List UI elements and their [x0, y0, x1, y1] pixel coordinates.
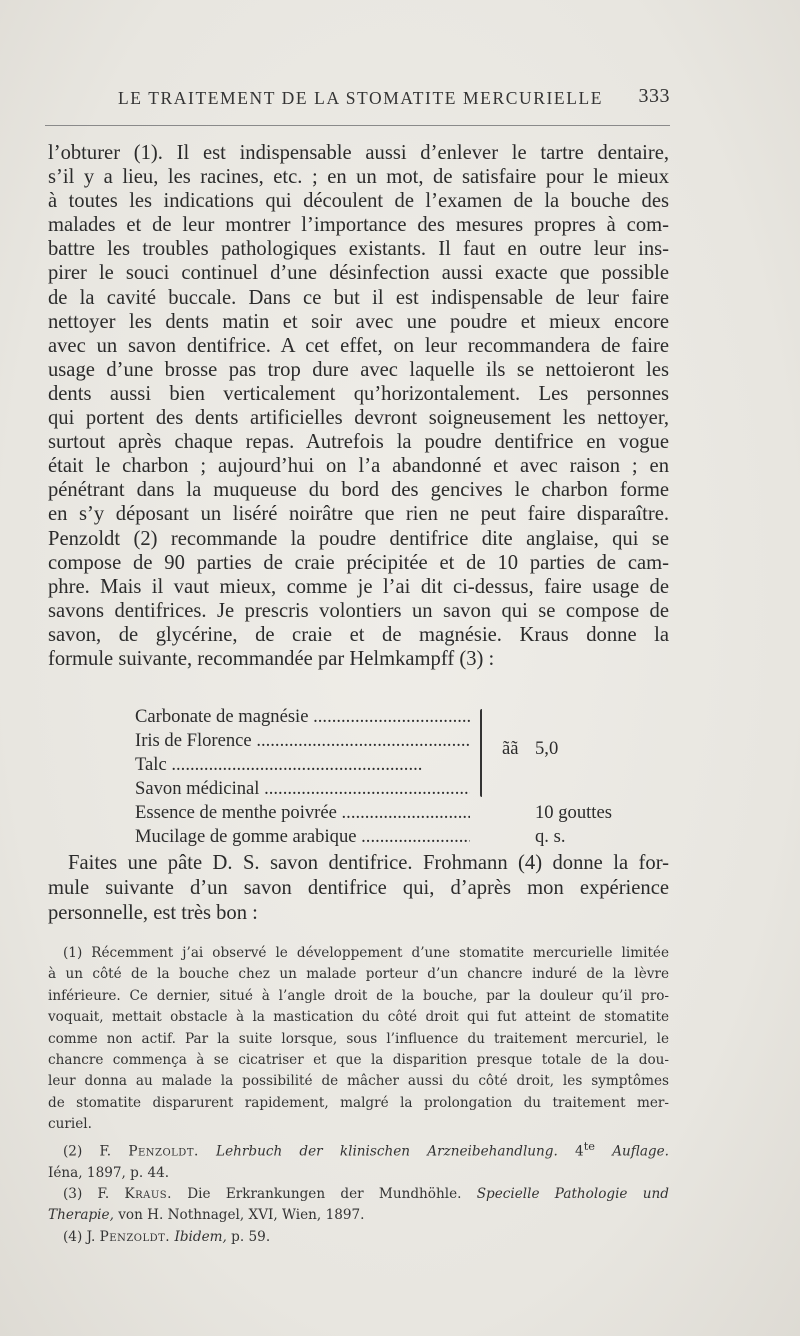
second-paragraph [48, 851, 669, 926]
edition-number: 4 [575, 1143, 584, 1160]
footnote-line: voquait, mettait obstacle à la mastication du côté droit qui fut atteint de stomatite [48, 1009, 669, 1026]
page-number: 333 [638, 85, 670, 107]
footnote-line: curiel. [48, 1116, 92, 1133]
text-line: Faites une pâte D. S. savon dentifrice. Frohmann (4) donne la for- [68, 852, 669, 874]
running-title: LE TRAITEMENT DE LA STOMATITE MERCURIELLE [118, 88, 604, 108]
text-line: usage d’une brosse pas trop dure avec laquelle ils se nettoieront les [48, 358, 669, 381]
formula-item [135, 729, 635, 753]
text-line: en s’y déposant un liséré noirâtre que rien ne peut faire disparaître. [48, 503, 669, 526]
footnote-line [48, 1205, 669, 1226]
footnote-text: p. 59. [231, 1228, 271, 1245]
ingredient-name: Carbonate de magnésie ..... [135, 705, 470, 729]
footnote-2 [48, 1136, 669, 1163]
text-line: pénétrant dans la muqueuse du bord des gencives le charbon forme [48, 479, 669, 502]
footnote-text: Die Erkrankungen der Mundhöhle. [187, 1186, 462, 1202]
footnote-author: Penzoldt. [99, 1228, 171, 1245]
footnote-line: comme non actif. Par la suite lorsque, sous l’influence du traitement mercuriel, le [48, 1030, 669, 1047]
formula-item [135, 825, 635, 849]
text-line: de la cavité buccale. Dans ce but il est indispensable de leur faire [48, 286, 669, 309]
text-line: mule suivante d’un savon dentifrice qui, d’après mon expérience [48, 877, 669, 899]
text-line: à toutes les indications qui découlent de l’examen de la bouche des [48, 190, 669, 213]
text-line: malades et de leur montrer l’importance des mesures propres à com- [48, 214, 669, 237]
footnote-number: (3) F. [63, 1186, 110, 1202]
footnote-text: von H. Nothnagel, XVI, Wien, 1897. [118, 1207, 365, 1224]
text-line: était le charbon ; aujourd’hui on l’a abandonné et avec raison ; en [48, 455, 669, 478]
footnote-line: Iéna, 1897, p. 44. [48, 1164, 170, 1181]
main-paragraph [48, 141, 669, 671]
formula-item [135, 753, 635, 777]
grouping-brace [480, 709, 488, 797]
formula-item [135, 777, 635, 801]
text-line: Penzoldt (2) recommande la poudre dentifrice dite anglaise, qui se [48, 527, 669, 550]
footnote-title: Specielle Pathologie und [476, 1186, 669, 1202]
recipe-formula [135, 705, 635, 850]
text-line: s’il y a lieu, les racines, etc. ; en un mot, de satisfaire pour le mieux [48, 166, 669, 189]
text-line: surtout après chaque repas. Autrefois la poudre dentifrice en vogue [48, 431, 669, 454]
ingredient-name: Essence de menthe poivrée ..... [135, 801, 470, 825]
ingredient-quantity: q. s. [535, 826, 566, 848]
ingredient-quantity: 10 gouttes [535, 802, 612, 824]
footnote-4 [48, 1227, 669, 1248]
footnote-line: chancre commença à se cicatriser et que la disparition presque totale de la dou- [48, 1052, 669, 1069]
group-quantity: 5,0 [535, 738, 559, 759]
group-label: ãã [502, 738, 519, 759]
footnote-line: de stomatite disparurent rapidement, malgré la prolongation du traitement mer- [48, 1094, 669, 1111]
text-line: savons dentifrices. Je prescris volontiers un savon qui se compose de [48, 599, 669, 622]
footnote-line: leur donna au malade la possibilité de mâcher aussi du côté droit, les symptômes [48, 1073, 669, 1090]
footnote-line: (1) Récemment j’ai observé le développement d’une stomatite mercurielle limitée [63, 945, 669, 961]
ingredient-name: Mucilage de gomme arabique ..... [135, 825, 470, 849]
ingredient-name: Talc ..... [135, 753, 470, 777]
footnote-title: Ibidem, [174, 1228, 227, 1245]
text-line: savon, de glycérine, de craie et de magnésie. Kraus donne la [48, 623, 669, 646]
text-line: l’obturer (1). Il est indispensable aussi d’enlever le tartre dentaire, [48, 142, 669, 164]
footnote-line: à un côté de la bouche chez un malade porteur d’un chancre induré de la lèvre [48, 966, 669, 983]
text-line: pirer le souci continuel d’une désinfection aussi exacte que possible [48, 262, 669, 285]
text-line: dents aussi bien verticalement qu’horizontalement. Les personnes [48, 382, 669, 405]
text-line: qui portent des dents artificielles devront soigneusement les nettoyer, [48, 407, 669, 430]
text-line: formule suivante, recommandée par Helmkampff (3) : [48, 647, 495, 670]
footnote-author: Penzoldt. [128, 1143, 199, 1160]
footnote-number: (2) F. [63, 1143, 112, 1160]
header-rule [45, 125, 670, 126]
text-line: nettoyer les dents matin et soir avec une poudre et mieux encore [48, 310, 669, 333]
text-line: phre. Mais il vaut mieux, comme je l’ai dit ci-dessus, faire usage de [48, 575, 669, 598]
footnote-title: Lehrbuch der klinischen Arzneibehandlung. [216, 1143, 558, 1160]
edition-word: Auflage. [612, 1143, 669, 1160]
ingredient-name: Savon médicinal ..... [135, 777, 470, 801]
footnote-line: inférieure. Ce dernier, situé à l’angle droit de la bouche, par la douleur qu’il pro- [48, 987, 669, 1004]
text-line: compose de 90 parties de craie précipitée et de 10 parties de cam- [48, 551, 669, 574]
text-line: personnelle, est très bon : [48, 902, 258, 924]
ingredient-name: Iris de Florence ..... [135, 729, 470, 753]
text-line: avec un savon dentifrice. A cet effet, on leur recommandera de faire [48, 334, 669, 357]
edition-suffix: te [583, 1138, 595, 1153]
footnote-title: Therapie, [48, 1207, 114, 1224]
text-line: battre les troubles pathologiques existants. Il faut en outre leur ins- [48, 238, 669, 261]
footnote-number: (4) J. [63, 1228, 96, 1245]
formula-item [135, 705, 635, 729]
formula-item [135, 801, 635, 825]
footnotes [48, 943, 669, 1248]
footnote-author: Kraus. [124, 1186, 172, 1202]
footnote-3 [48, 1184, 669, 1205]
